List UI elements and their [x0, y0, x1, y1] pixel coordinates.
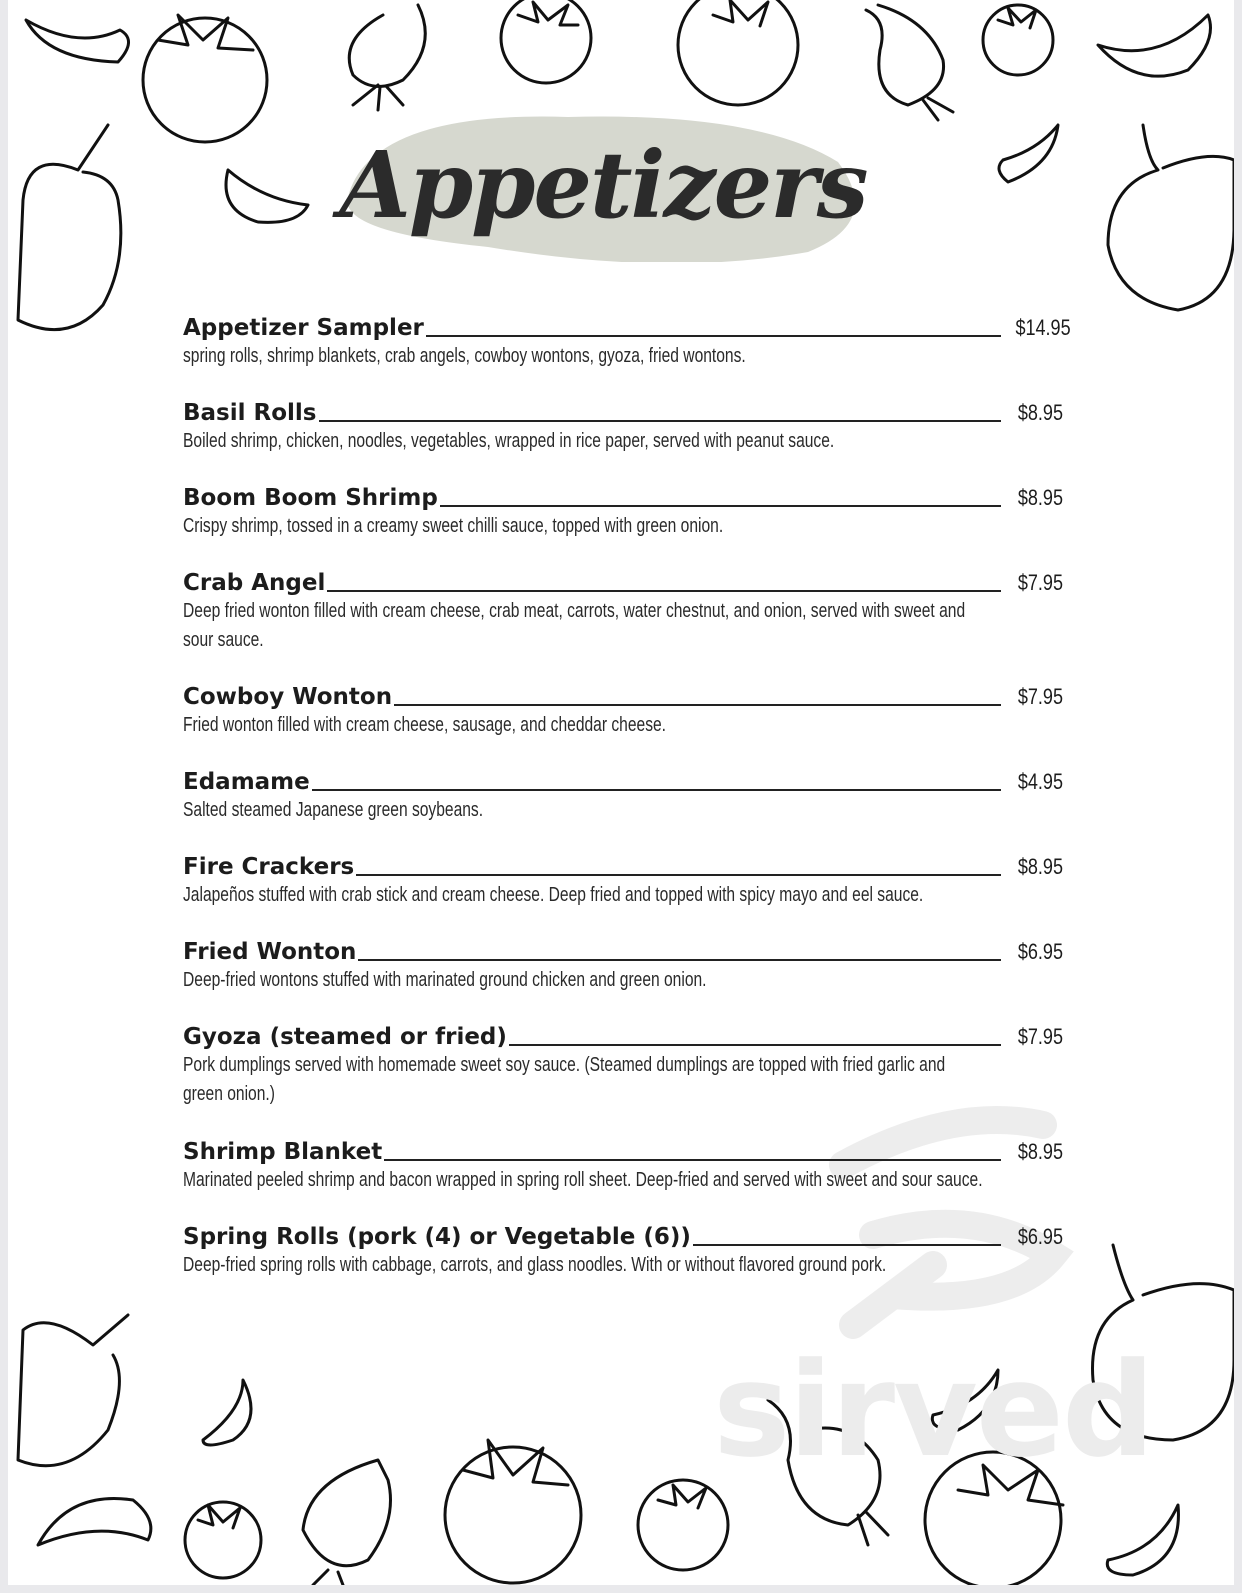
menu-item — [183, 397, 1063, 456]
menu-item — [183, 851, 1063, 910]
pepper-icon — [18, 125, 121, 330]
garlic-icon — [38, 1498, 151, 1545]
leader-line — [356, 874, 1001, 876]
item-price: $7.95 — [1017, 570, 1063, 595]
item-name: Basil Rolls — [183, 400, 317, 426]
page-title: Appetizers — [339, 131, 867, 239]
onion-icon — [303, 1460, 391, 1566]
item-description: Fried wonton filled with cream cheese, sausage, and cheddar cheese. — [183, 714, 667, 736]
menu-item — [183, 766, 1063, 825]
garlic-icon — [226, 170, 308, 222]
watermark-text: sirved — [713, 1334, 1154, 1486]
item-price: $4.95 — [1017, 769, 1063, 794]
leader-line — [693, 1244, 1001, 1246]
item-name: Shrimp Blanket — [183, 1139, 383, 1165]
item-price: $14.95 — [1015, 315, 1071, 340]
item-description: Marinated peeled shrimp and bacon wrapped in spring roll sheet. Deep-fried and served with sweet and sour sauce. — [183, 1169, 983, 1191]
pepper-icon — [1108, 125, 1234, 310]
menu-item — [183, 936, 1063, 995]
item-description: Salted steamed Japanese green soybeans. — [183, 799, 484, 821]
item-price: $7.95 — [1017, 684, 1063, 709]
tomato-icon — [678, 0, 798, 105]
menu-item — [183, 1136, 1063, 1195]
item-price: $7.95 — [1017, 1024, 1063, 1049]
item-description: Pork dumplings served with homemade sweet soy sauce. (Steamed dumplings are topped with fried garlic and — [183, 1054, 946, 1076]
item-name: Fried Wonton — [183, 939, 357, 965]
item-description: Deep fried wonton filled with cream cheese, crab meat, carrots, water chestnut, and onion, served with sweet and — [183, 600, 966, 622]
item-name: Boom Boom Shrimp — [183, 485, 438, 511]
onion-icon — [866, 5, 944, 105]
pepper-icon — [18, 1315, 128, 1466]
item-description-line2: green onion.) — [183, 1083, 275, 1105]
item-name: Gyoza (steamed or fried) — [183, 1024, 507, 1050]
item-price: $8.95 — [1017, 485, 1063, 510]
menu-item — [183, 681, 1063, 740]
menu-item — [183, 567, 1063, 655]
tomato-icon — [185, 1502, 261, 1578]
item-price: $6.95 — [1017, 1224, 1063, 1249]
garlic-icon — [1107, 1505, 1178, 1575]
menu-item — [183, 312, 1071, 371]
item-price: $8.95 — [1017, 1139, 1063, 1164]
menu-page — [8, 0, 1234, 1585]
menu-item — [183, 1221, 1063, 1280]
leader-line — [327, 590, 1001, 592]
item-description: Crispy shrimp, tossed in a creamy sweet chilli sauce, topped with green onion. — [183, 515, 724, 537]
leader-line — [426, 335, 1001, 337]
tomato-icon — [501, 0, 591, 83]
garlic-icon — [1098, 15, 1211, 76]
garlic-icon — [203, 1380, 251, 1445]
item-name: Crab Angel — [183, 570, 326, 596]
leader-line — [509, 1044, 1001, 1046]
leader-line — [358, 959, 1001, 961]
item-price: $6.95 — [1017, 939, 1063, 964]
leader-line — [312, 789, 1001, 791]
item-name: Appetizer Sampler — [183, 315, 424, 341]
item-description-line2: sour sauce. — [183, 629, 264, 651]
item-description: Jalapeños stuffed with crab stick and cream cheese. Deep fried and topped with spicy mayo and eel sauce. — [183, 884, 924, 906]
menu-item — [183, 482, 1063, 541]
garlic-icon — [999, 125, 1058, 182]
item-name: Fire Crackers — [183, 854, 355, 880]
onion-icon — [349, 5, 425, 86]
item-name: Spring Rolls (pork (4) or Vegetable (6)) — [183, 1224, 691, 1250]
fork-spoon-watermark-icon — [813, 1085, 1093, 1345]
item-description: spring rolls, shrimp blankets, crab angels, cowboy wontons, gyoza, fried wontons. — [183, 345, 746, 367]
leader-line — [384, 1159, 1001, 1161]
leader-line — [440, 505, 1001, 507]
tomato-icon — [983, 5, 1053, 75]
tomato-icon — [638, 1480, 728, 1570]
item-price: $8.95 — [1017, 400, 1063, 425]
leader-line — [394, 704, 1001, 706]
item-description: Boiled shrimp, chicken, noodles, vegetables, wrapped in rice paper, served with peanut sauce. — [183, 430, 835, 452]
item-description: Deep-fried wontons stuffed with marinated ground chicken and green onion. — [183, 969, 707, 991]
garlic-icon — [26, 20, 129, 62]
leader-line — [319, 420, 1002, 422]
item-description: Deep-fried spring rolls with cabbage, carrots, and glass noodles. With or without flavored ground pork. — [183, 1254, 887, 1276]
tomato-icon — [445, 1447, 581, 1583]
menu-item — [183, 1021, 1063, 1109]
item-price: $8.95 — [1017, 854, 1063, 879]
item-name: Cowboy Wonton — [183, 684, 393, 710]
item-name: Edamame — [183, 769, 310, 795]
